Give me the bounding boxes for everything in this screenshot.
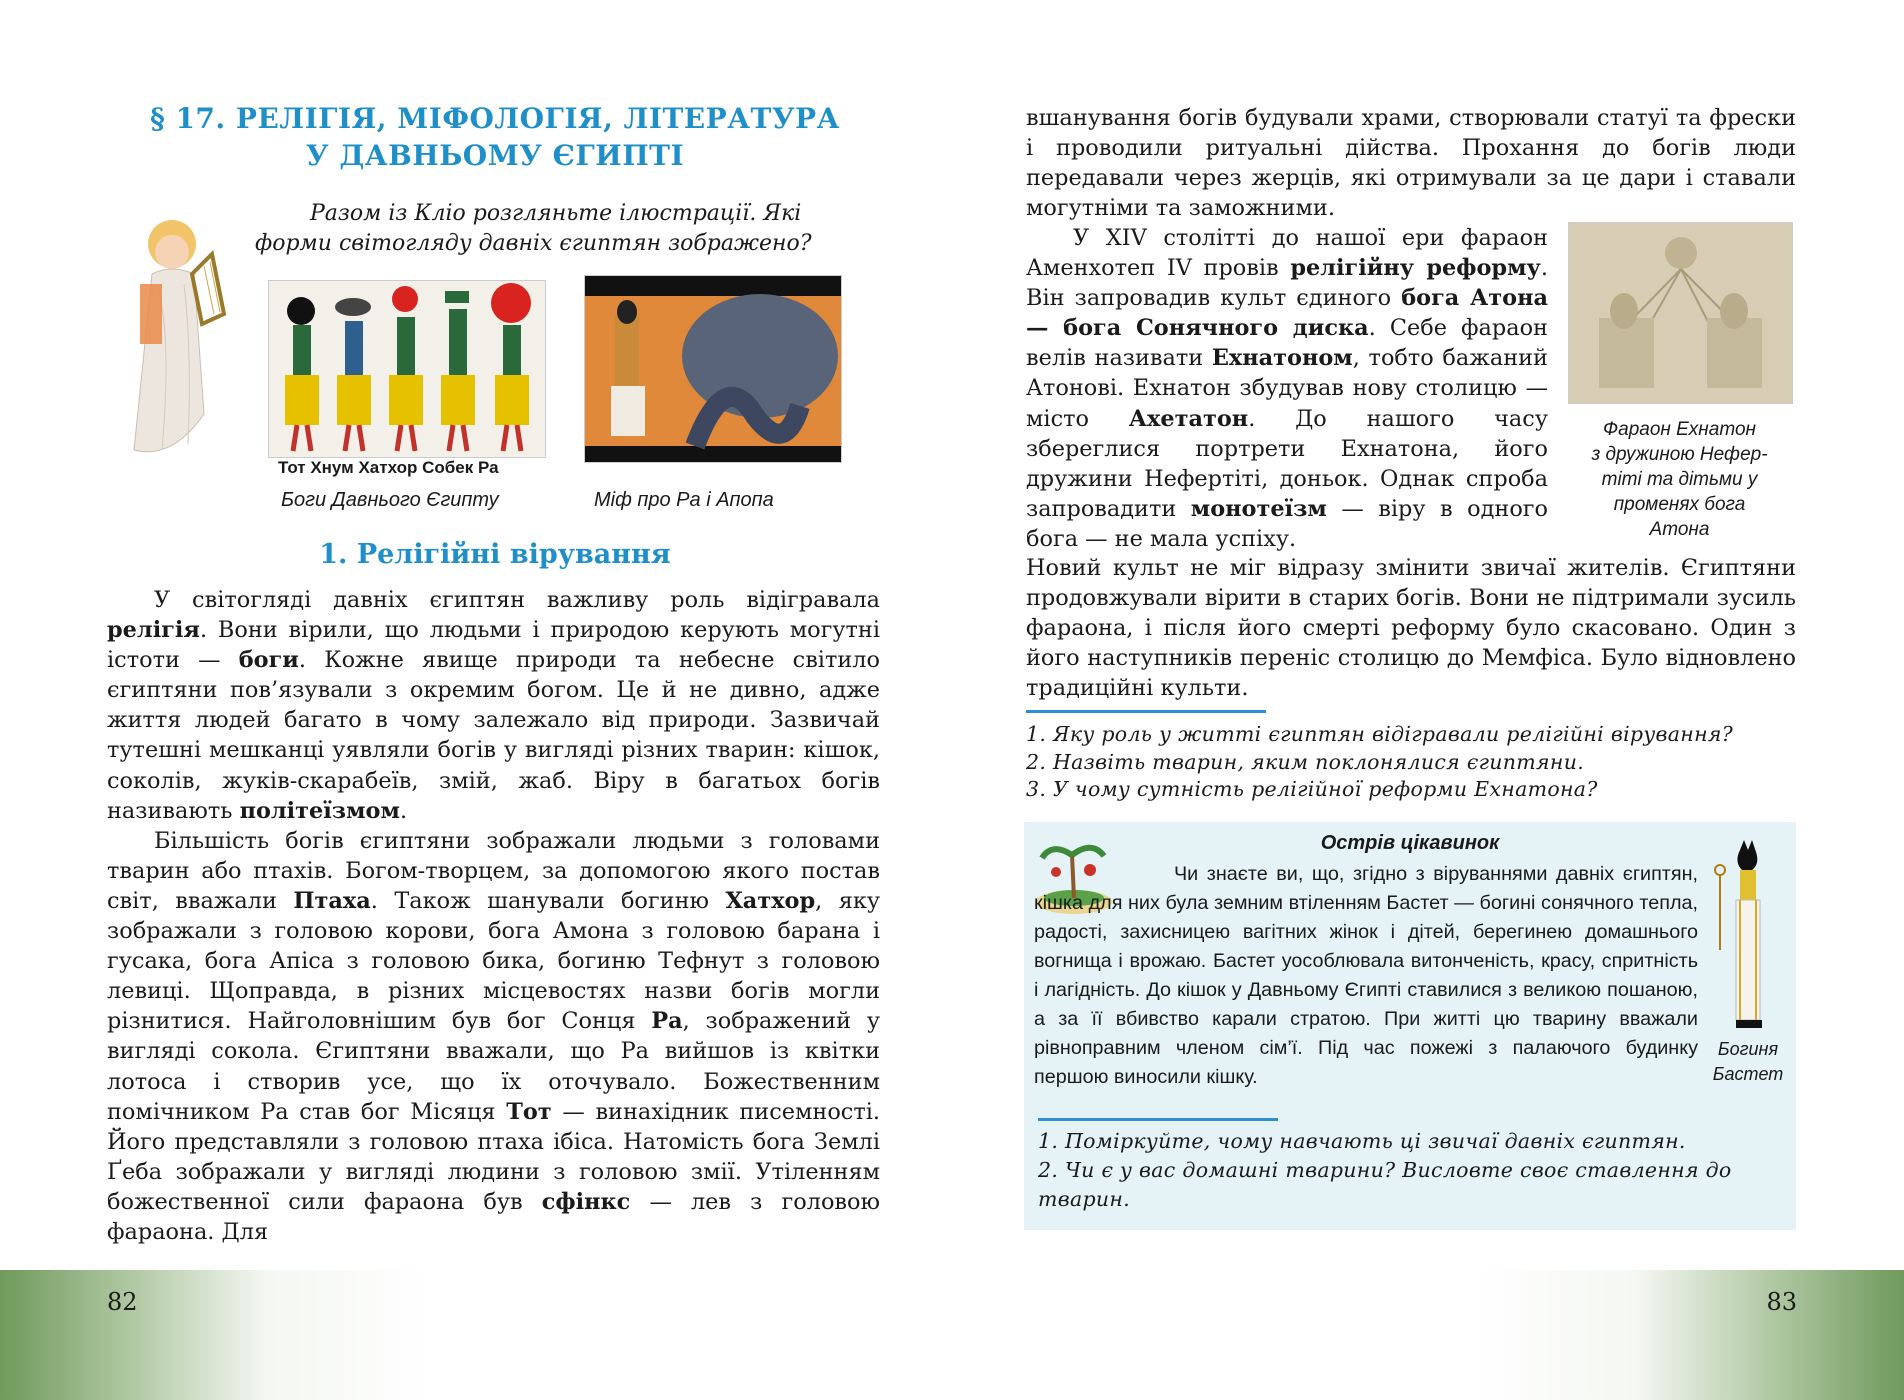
infobox-title: Острів цікавинок: [1320, 832, 1500, 854]
key-term: бога Атона — бога Сонячного диска: [1026, 285, 1548, 342]
question-item: 3. У чому сутність релігійної реформи Ехнатона?: [1026, 777, 1598, 801]
caption-line: з дружиною Нефер-: [1591, 444, 1768, 465]
gods-name-labels: Тот Хнум Хатхор Собек Ра: [278, 458, 499, 477]
key-term: сфінкс: [541, 1188, 631, 1215]
intro-line-1: Разом із Кліо розгляньте ілюстрації. Які: [310, 201, 802, 226]
text-run: — лев з головою фараона. Для: [107, 1188, 880, 1245]
title-line-2: У ДАВНЬОМУ ЄГИПТІ: [305, 139, 685, 172]
intro-question: [255, 199, 880, 229]
text-run: . Кожне явище природи та небесне світило єгиптяни пов’язували з окремим богом. Це й не дивно, адже життя людей багато в чому залежало від природи. Зазвичай тутешні мешканці уявляли богів у вигляді різних тварин: кішок, соколів, жуків-скарабеїв, змій, жаб. Віру в багатьох богів називають: [107, 647, 880, 824]
bastet-goddess-image: [1712, 840, 1784, 1045]
caption-line: тіті та дітьми у: [1601, 469, 1758, 490]
intro-question-2: [255, 229, 880, 259]
right-page-footer: [952, 1270, 1904, 1400]
text-run: — винахідник писемності. Його представляли з головою птаха ібіса. Натомість бога Землі Ґеба зображали у вигляді людини з головою змії. Утіленням божественної сили фараона був: [107, 1098, 881, 1215]
text-run: , тобто бажаний Атонові. Ехнатон збудував нову столицю — місто: [1026, 345, 1548, 432]
text-run: — віру в одного бога — не мала успіху.: [1026, 495, 1549, 552]
page-number-right: 83: [1766, 1288, 1797, 1316]
text-run: У світогляді давніх єгиптян важливу роль відігравала: [154, 587, 880, 613]
right-body-reform: [1026, 223, 1548, 554]
text-run: . До нашого часу збереглися портрети Ехнатона, його дружини Нефертіті, доньок. Однак спроба запровадити: [1026, 405, 1548, 522]
title-line-1: § 17. РЕЛІГІЯ, МІФОЛОГІЯ, ЛІТЕРАТУРА: [150, 102, 840, 135]
section-heading: 1. Релігійні вірування: [319, 539, 671, 570]
review-questions: [1026, 721, 1796, 804]
key-term: Ра: [651, 1008, 683, 1035]
akhenaten-relief-image: [1568, 222, 1793, 404]
page-number-left: 82: [107, 1288, 138, 1316]
interesting-facts-box: [1024, 822, 1796, 1230]
question-item: 2. Назвіть тварин, яким поклонялися єгиптяни.: [1026, 749, 1585, 774]
text-run: вшанування богів будували храми, створювали статуї та фрески і проводили ритуальні дійства. Прохання до богів люди передавали через жерців, які отримували за це дари і ставали могутніми та заможними.: [1026, 105, 1796, 222]
gods-figure-caption: Боги Давнього Єгипту: [281, 489, 499, 511]
key-term: релігійну реформу: [1290, 255, 1541, 282]
infobox-question: 1. Поміркуйте, чому навчають ці звичаї давніх єгиптян.: [1038, 1129, 1686, 1153]
key-term: монотеїзм: [1190, 495, 1327, 522]
text-run: .: [399, 797, 408, 824]
key-term: Птаха: [293, 887, 371, 914]
infobox-text: Чи знаєте ви, що, згідно з віруваннями давніх єгиптян, кішка для них була земним втіленням Бастет — богині сонячного тепла, радості, захисницею вагітних жінок і дітей, берегинею домашнього вогнища і врожаю. Бастет уособлювала витонченість, красу, спритність і лагідність. До кішок у Давньому Єгипті ставилися з великою пошаною, а за її вбивство карали стратою. При житті цю тварину вважали рівноправним членом сім’ї. Під час пожежі з палаючого будинку першою виносили кішку.: [1034, 863, 1698, 1088]
text-run: , зображений у вигляді сокола. Єгиптяни вважали, що Ра вийшов із квітки лотоса і створив усе, що їх оточувало. Божественним помічником Ра став бог Місяця: [107, 1008, 881, 1125]
text-run: Більшість богів єгиптяни зображали людьми з головами тварин або птахів. Богом-творцем, за допомогою якого постав світ, вважали: [107, 827, 880, 914]
key-term: Ехнатоном: [1211, 345, 1353, 372]
text-run: . Він запровадив культ єдиного: [1026, 255, 1548, 312]
ra-apop-caption: Міф про Ра і Апопа: [594, 489, 774, 511]
caption-line: Атона: [1649, 519, 1710, 540]
egyptian-gods-image: [268, 280, 546, 458]
text-run: , яку зображали з головою корови, бога Амона з головою барана і гусака, бога Апіса з головою бика, богиню Тефнут з головою левиці. Щоправда, в різних місцевостях назви богів могли різнитися. Найголовнішим був бог Сонця: [107, 887, 881, 1035]
text-run: . Також шанували богиню: [370, 887, 726, 914]
paragraph-reform: [1026, 223, 1548, 554]
akhenaten-caption: [1568, 417, 1791, 542]
questions-divider: [1026, 710, 1266, 713]
text-run: . Себе фараон велів називати: [1026, 315, 1548, 372]
clio-muse-illustration: [112, 214, 240, 460]
bastet-caption-line2: Бастет: [1712, 1064, 1784, 1084]
question-item: 1. Яку роль у житті єгиптян відігравали релігійні вірування?: [1026, 722, 1734, 746]
caption-line: променях бога: [1613, 494, 1746, 515]
bastet-caption-line1: Богиня: [1717, 1039, 1779, 1059]
key-term: боги: [238, 647, 299, 674]
infobox-questions: [1038, 1127, 1788, 1214]
page-title: [110, 100, 880, 174]
key-term: релігія: [107, 617, 200, 644]
left-page-footer: [0, 1270, 952, 1400]
left-body-text: [107, 585, 880, 1247]
infobox-divider: [1038, 1118, 1278, 1121]
key-term: політеїзмом: [239, 797, 400, 824]
paragraph-religion: [107, 585, 880, 826]
key-term: Тот: [506, 1098, 552, 1125]
paragraph-after-reform: [1026, 553, 1796, 703]
infobox-question: 2. Чи є у вас домашні тварини? Висловте своє ставлення до тварин.: [1038, 1158, 1732, 1211]
right-body-after: [1026, 553, 1796, 703]
key-term: Ахетатон: [1128, 405, 1249, 432]
text-run: . Вони вірили, що людьми і природою керують могутні істоти —: [107, 617, 880, 674]
intro-line-2: форми світогляду давніх єгиптян зображено?: [255, 231, 812, 256]
paragraph-temples: [1026, 103, 1796, 223]
ra-and-apop-image: [584, 275, 842, 463]
caption-line: Фараон Ехнатон: [1603, 419, 1756, 440]
text-run: У XIV столітті до нашої ери фараон Аменхотеп IV провів: [1026, 225, 1548, 282]
right-body-cont: [1026, 103, 1796, 223]
text-run: Новий культ не міг відразу змінити звичаї жителів. Єгиптяни продовжували вірити в старих богів. Вони не підтримали зусиль фараона, і після його смерті реформу було скасовано. Один з його наступників переніс столицю до Мемфіса. Було відновлено традиційні культи.: [1026, 555, 1796, 702]
paragraph-gods: [107, 826, 880, 1247]
bastet-caption: [1700, 1037, 1796, 1087]
key-term: Хатхор: [725, 887, 816, 914]
